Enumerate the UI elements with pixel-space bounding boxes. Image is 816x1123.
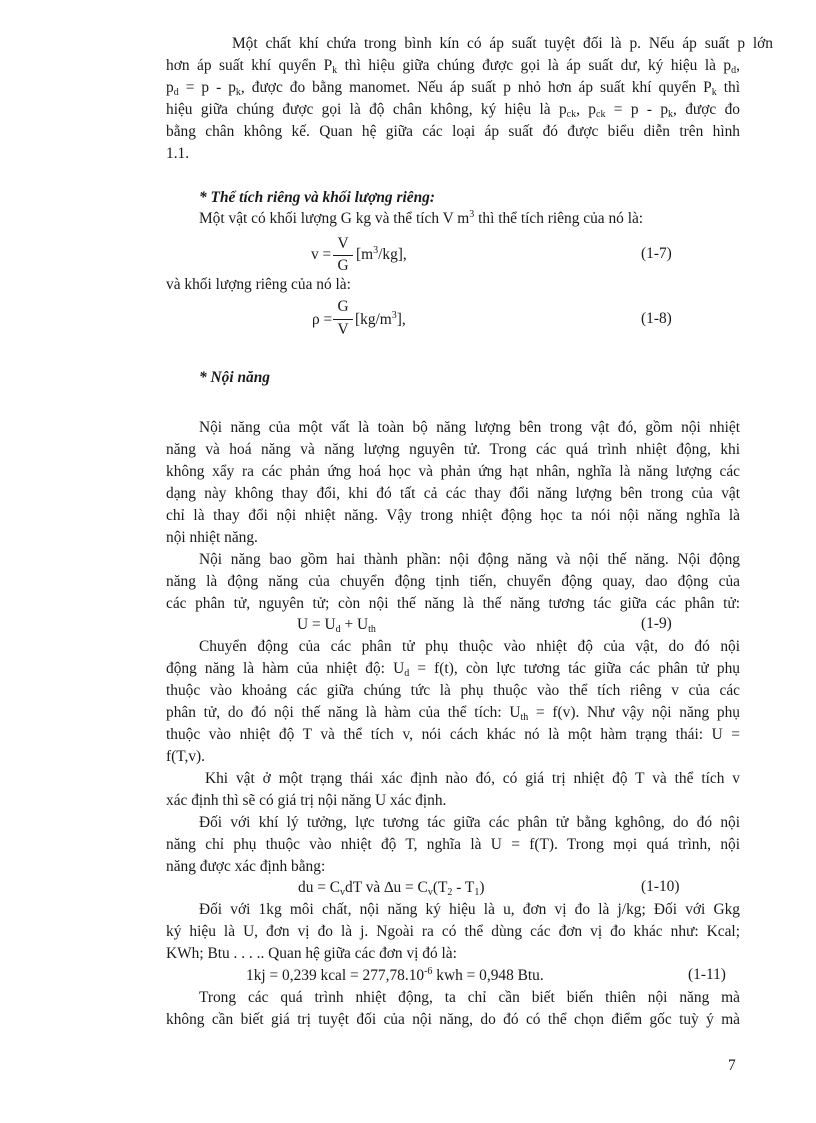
energy-p6-line-1: Đối với 1kg môi chất, nội năng ký hiệu là u, đơn vị đo là j/kg; Đối với Gkg xyxy=(199,901,740,918)
volume-intro xyxy=(199,209,643,229)
energy-p3-line-1: Chuyển động của các phân tử phụ thuộc vào nhiệt độ của vật, do đó nội xyxy=(199,638,740,655)
text: phân tử, do đó nội thế năng là hàm của thể tích: U xyxy=(166,704,521,721)
text: [kg/m xyxy=(355,311,392,328)
para1-line-6 xyxy=(166,144,189,164)
text: bằng chân không kế. Quan hệ giữa các loại áp suất đó được biểu diễn trên hình xyxy=(166,123,740,140)
subscript: ck xyxy=(566,109,577,120)
energy-p1-line-4: dạng này không thay đổi, khi đó tất cả các thay đổi năng lượng bên trong của vật xyxy=(166,485,740,502)
text: thì xyxy=(716,79,740,96)
text: động năng là hàm của nhiệt độ: U xyxy=(166,660,405,677)
energy-p5-line-3: năng được xác định bằng: xyxy=(166,858,326,875)
text: /kg], xyxy=(378,246,407,263)
eq1-unit xyxy=(356,245,407,265)
subscript: 2 xyxy=(447,887,453,898)
eq2-unit xyxy=(355,310,406,330)
energy-p4-line-2: xác định thì sẽ có giá trị nội năng U xác định. xyxy=(166,792,447,809)
energy-p1-line-2: năng và hoá năng và năng lượng nguyên tử. Trong các quá trình nhiệt động, khi xyxy=(166,441,740,458)
page-number: 7 xyxy=(728,1057,736,1074)
eq2-denominator: V xyxy=(337,321,349,338)
superscript: 3 xyxy=(391,310,397,321)
para1-line-4 xyxy=(166,100,740,120)
text: - T xyxy=(452,879,475,896)
superscript: 3 xyxy=(469,209,475,220)
energy-p2-line-1: Nội năng bao gồm hai thành phần: nội động năng và nội thế năng. Nội động xyxy=(199,551,740,568)
superscript: 3 xyxy=(373,245,379,256)
subscript: v xyxy=(340,887,346,898)
text: + U xyxy=(340,616,369,633)
energy-p6-line-3: KWh; Btu . . . .. Quan hệ giữa các đơn vị đó là: xyxy=(166,945,457,962)
text: , p xyxy=(576,101,596,118)
text: 1kj = 0,239 kcal = 277,78.10 xyxy=(246,967,425,984)
text: hiệu giữa chúng được gọi là độ chân không, ký hiệu là p xyxy=(166,101,567,118)
subscript: k xyxy=(668,109,674,120)
subscript: k xyxy=(235,87,241,98)
subscript: th xyxy=(520,712,529,723)
subscript: k xyxy=(332,65,338,76)
para1-line-2: hơn áp suất khí quyển $P_k$ thì hiệu giữa chúng được gọi là áp suất dư, ký hiệu là $p_d$, xyxy=(166,57,740,76)
energy-p2-line-2: năng là động năng của chuyển động tịnh tiến, chuyển động quay, dao động của xyxy=(166,573,740,590)
energy-p3-line-2 xyxy=(166,659,740,679)
energy-p1-line-6: nội nhiệt năng. xyxy=(166,529,258,546)
text: [m xyxy=(356,246,374,263)
energy-p3-line-5: thuộc vào nhiệt độ T và thể tích v, nói cách khác nó là một hàm trạng thái: U = xyxy=(166,726,740,743)
energy-p5-line-2: năng chỉ phụ thuộc vào nhiệt độ T, nghĩa là U = f(T). Trong mọi quá trình, nội xyxy=(166,836,740,853)
section-title-energy: * Nội năng xyxy=(199,369,270,386)
text: 1.1. xyxy=(166,145,190,162)
text: Một chất khí chứa trong bình kín có áp suất tuyệt đối là p. Nếu áp suất p lớn xyxy=(232,35,773,52)
text: thì thể tích riêng của nó là: xyxy=(474,210,644,227)
para1-line-5 xyxy=(166,122,740,142)
eq5 xyxy=(246,966,544,986)
para1-line-1 xyxy=(199,34,773,54)
para1-line-3 xyxy=(166,78,740,98)
eq2-lhs: ρ = xyxy=(312,311,333,328)
eq3-number: (1-9) xyxy=(641,615,672,632)
subscript: v xyxy=(427,887,433,898)
subscript: th xyxy=(368,624,376,635)
text: U = U xyxy=(297,616,336,633)
energy-p2-line-3: các phân tử, nguyên tử; còn nội thế năng là thế năng tương tác giữa các phân tử: xyxy=(166,595,740,612)
energy-p4-line-1: Khi vật ở một trạng thái xác định nào đó, có giá trị nhiệt độ T và thể tích v xyxy=(205,770,740,787)
energy-p7-line-1: Trong các quá trình nhiệt động, ta chỉ cần biết biến thiên nội năng mà xyxy=(199,989,740,1006)
text: du = C xyxy=(298,879,341,896)
energy-p1-line-5: chỉ là thay đổi nội nhiệt năng. Vậy trong nhiệt động học ta nói nội năng nghĩa là xyxy=(166,507,740,524)
text: = f(t), còn lực tương tác giữa các phân tử phụ xyxy=(409,660,740,677)
subscript: ck xyxy=(596,109,606,120)
energy-p3-line-4 xyxy=(166,703,740,723)
eq4-number: (1-10) xyxy=(641,878,680,895)
text: = p - p xyxy=(605,101,669,118)
text: , được đo bằng manomet. Nếu áp suất p nhỏ hơn áp suất khí quyển P xyxy=(240,79,712,96)
subscript: k xyxy=(711,87,717,98)
text: ) xyxy=(479,879,485,896)
eq5-number: (1-11) xyxy=(688,966,726,983)
energy-p3-line-3: thuộc vào khoảng các giữa chúng tức là phụ thuộc vào thể tích riêng v của các xyxy=(166,682,740,699)
text: = f(v). Như vậy nội năng phụ xyxy=(528,704,740,721)
subscript: d xyxy=(404,668,410,679)
text: = p - p xyxy=(178,79,236,96)
text: kwh = 0,948 Btu. xyxy=(432,967,544,984)
volume-mid: và khối lượng riêng của nó là: xyxy=(166,276,351,293)
text: hơn áp suất khí quyển P xyxy=(166,57,333,74)
subscript: d xyxy=(335,624,341,635)
eq3 xyxy=(297,615,376,635)
fraction-bar xyxy=(333,255,353,256)
energy-p7-line-2: không cần biết giá trị tuyệt đối của nội năng, do đó có thể chọn điểm gốc tuỳ ý mà xyxy=(166,1011,740,1028)
eq2-numerator: G xyxy=(337,298,349,315)
energy-p3-line-6: f(T,v). xyxy=(166,748,206,765)
text: dT và ∆u = C xyxy=(345,879,428,896)
text: ], xyxy=(396,311,406,328)
fraction-bar xyxy=(333,319,353,320)
eq4 xyxy=(298,878,484,898)
eq1-denominator: G xyxy=(337,257,349,274)
eq1-fraction xyxy=(333,235,353,279)
eq2-number: (1-8) xyxy=(641,310,672,327)
subscript: d xyxy=(173,87,179,98)
eq1-number: (1-7) xyxy=(641,245,672,262)
text: p xyxy=(166,79,174,96)
subscript: 1 xyxy=(474,887,480,898)
text: Một vật có khối lượng G kg và thể tích V m xyxy=(199,210,470,227)
section-title-volume: * Thể tích riêng và khối lượng riêng: xyxy=(199,189,435,206)
eq2-fraction xyxy=(333,298,353,342)
energy-p1-line-1: Nội năng của một vất là toàn bộ năng lượng bên trong vật đó, gồm nội nhiệt xyxy=(199,419,740,436)
eq1-numerator: V xyxy=(337,235,349,252)
energy-p6-line-2: ký hiệu là U, đơn vị đo là j. Ngoài ra có thể dùng các đơn vị đo khác như: Kcal; xyxy=(166,923,740,940)
text: (T xyxy=(432,879,448,896)
text: , được đo xyxy=(673,101,740,118)
subscript: d xyxy=(731,65,737,76)
eq1-lhs: v = xyxy=(311,246,332,263)
energy-p1-line-3: không xẩy ra các phản ứng hoá học và phản ứng hạt nhân, nghĩa là năng lượng các xyxy=(166,463,740,480)
superscript: -6 xyxy=(424,966,433,977)
text: thì hiệu giữa chúng được gọi là áp suất dư, ký hiệu là p xyxy=(337,57,732,74)
energy-p5-line-1: Đối với khí lý tưởng, lực tương tác giữa các phân tử bằng kghông, do đó nội xyxy=(199,814,740,831)
